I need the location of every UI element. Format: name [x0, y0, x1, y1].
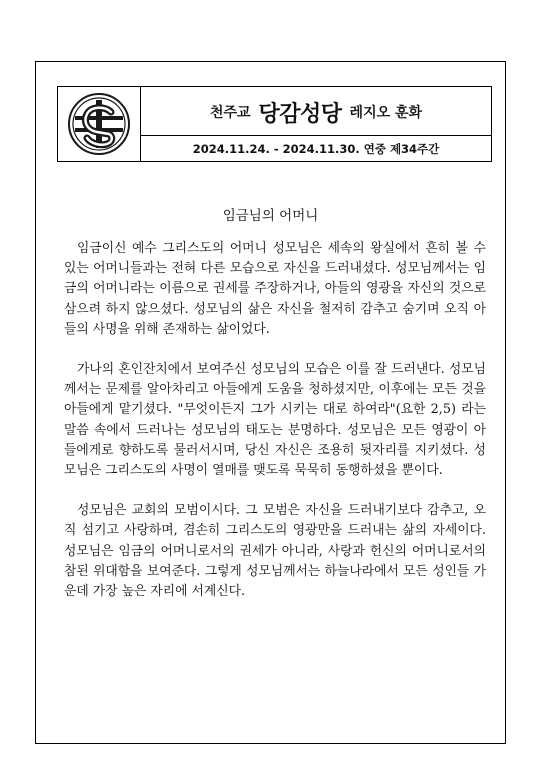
sermon-title: 임금님의 어머니	[222, 208, 319, 224]
title-suffix: 레지오 훈화	[349, 105, 423, 121]
title-prefix: 천주교	[209, 105, 251, 121]
logo-cell	[58, 87, 141, 161]
date-range: 2024.11.24. - 2024.11.30. 연중 제34주간	[141, 135, 491, 161]
bulletin-header	[57, 86, 492, 162]
parish-name: 당감성당	[258, 101, 342, 127]
paragraph: 임금이신 예수 그리스도의 어머니 성모님은 세속의 왕실에서 흔히 볼 수 있는 어머니들과는 전혀 다른 모습으로 자신을 드러내셨다. 성모님께서는 임금의 어머니라는 이름으로 권세를 주장하거나, 아들의 영광을 자신의 것으로 삼으려 하지 않으셨다. 성모님의 삶은 자신을 철저히 감추고 숨기며 오직 아들의 사명을 위해 존재하는 삶이었다.	[64, 241, 486, 337]
parish-emblem-icon	[67, 92, 131, 156]
title-cell	[141, 87, 491, 161]
page-frame	[35, 61, 506, 744]
bulletin-title	[141, 87, 491, 135]
paragraph: 가나의 혼인잔치에서 보여주신 성모님의 모습은 이를 잘 드러낸다. 성모님께서는 문제를 알아차리고 아들에게 도움을 청하셨지만, 이후에는 모든 것을 아들에게 맡기셨다. "무엇이든지 그가 시키는 대로 하여라"(요한 2,5) 라는 말씀 속에서 드러나는 성모님의 태도는 분명하다. 성모님은 모든 영광이 아들에게로 향하도록 물러서시며, 당신 자신은 조용히 뒷자리를 지키셨다. 성모님은 그리스도의 사명이 열매를 맺도록 묵묵히 동행하셨을 뿐이다.	[64, 362, 486, 479]
sermon-body	[64, 239, 486, 622]
paragraph: 성모님은 교회의 모범이시다. 그 모범은 자신을 드러내기보다 감추고, 오직 섬기고 사랑하며, 겸손히 그리스도의 영광만을 드러내는 삶의 자세이다. 성모님은 임금의 어머니로서의 권세가 아니라, 사랑과 헌신의 어머니로서의 참된 위대함을 보여준다. 그렇게 성모님께서는 하늘나라에서 모든 성인들 가운데 가장 높은 자리에 서계신다.	[64, 503, 486, 600]
